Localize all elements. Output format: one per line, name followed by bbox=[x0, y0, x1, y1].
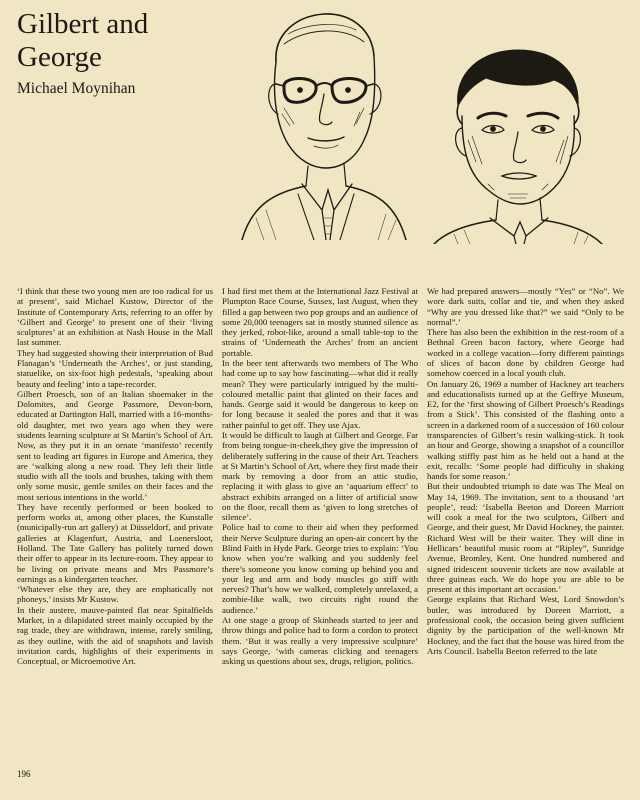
page-number: 196 bbox=[17, 769, 31, 779]
paragraph: Police had to come to their aid when they performed their Nerve Sculpture during an open-air concert by the Blind Faith in Hyde Park. George tries to explain: ‘You know when you’re walking and you suddenly feel there’s someone you know coming up behind you and your leg and arm and body muscles go stiff with nerves? That’s how we walked, completely unrelaxed, a zombie-like walk, two circuits right round the audience.’ bbox=[222, 522, 418, 615]
paragraph: There has also been the exhibition in the rest-room of a Bethnal Green bacon factory, where George had worked in a college vacation—forty different paintings of slices of bacon done by children George had somehow coerced in a local youth club. bbox=[427, 327, 624, 379]
paragraph: On January 26, 1969 a number of Hackney art teachers and educationalists turned up at the Geffrye Museum, E2, for the ‘first showing of Gilbert Proesch’s Readings from a Stick’. This consisted of the flashing onto a screen in a darkened room of a succession of 160 colour transparencies of Gilbert’s resin walking-stick. It took an hour and George, showing a snapshot of a councillor walking stiffly past him as he held out a hand at the exit, recalls: ‘Some people had difficulty in shaking hands for some reason.’ bbox=[427, 378, 624, 482]
article-column-2 bbox=[222, 286, 418, 786]
article-author: Michael Moynihan bbox=[17, 80, 136, 97]
paragraph: Gilbert Proesch, son of an Italian shoemaker in the Dolomites, and George Passmore, Devon-born, educated at Dartington Hall, married with a 16-months-old daughter, met two years ago when they were students learning sculpture at St Martin’s School of Art. Now, as they put it in an ornate ‘manifesto’ recently sent to leading art figures in Europe and America, they are ‘walking along a new road. They left their little studio with all the tools and brushes, taking with them only some music, gentle smiles on their faces and the most serious intentions in the world.’ bbox=[17, 388, 213, 502]
paragraph: In their austere, mauve-painted flat near Spitalfields Market, in a dilapidated street mainly occupied by the rag trade, they are withdrawn, intense, rarely smiling, as they outline, with the aid of snapshots and lavish invitation cards, highlights of their experiments in Conceptual, or Microemotive Art. bbox=[17, 604, 213, 667]
portrait-illustration-glasses bbox=[236, 4, 410, 240]
paragraph: We had prepared answers—mostly “Yes” or “No”. We wore dark suits, collar and tie, and when they asked “Why are you dressed like that?” we said “Only to be normal”.’ bbox=[427, 286, 624, 327]
paragraph: ‘Whatever else they are, they are emphatically not phoneys,’ insists Mr Kustow. bbox=[17, 584, 213, 605]
paragraph: They had suggested showing their interpretation of Bud Flanagan’s ‘Underneath the Arches’, or just standing, statuelike, on six-foot high pedestals, ‘speaking about beauty and feeling’ into a tape-recorder. bbox=[17, 347, 213, 389]
article-column-1 bbox=[17, 286, 213, 786]
paragraph: At one stage a group of Skinheads started to jeer and throw things and police had to form a cordon to protect them. ‘But it was really a very impressive sculpture’ says George, ‘with cameras clicking and teenagers asking us questions about sex, drugs, religion, politics. bbox=[222, 615, 418, 667]
paragraph: But their undoubted triumph to date was The Meal on May 14, 1969. The invitation, sent to a thousand ‘art people’, read: ‘Isabella Beeton and Doreen Marriott will cook a meal for the two sculptors, Gilbert and George, and their guest, Mr David Hockney, the painter. Richard West will be their waiter. They will dine in Hellicars’ beautiful music room at “Ripley”, Sunridge Avenue, Bromley, Kent. One hundred numbered and signed iridescent souvenir tickets are now available at three guineas each. We do hope you are able to be present at this important art occasion.’ bbox=[427, 481, 624, 595]
paragraph: In the beer tent afterwards two members of The Who had come up to say how fascinating—what did it really mean? They were particularly intrigued by the multi-coloured metallic paint that glinted on their faces and hands. George said it would be dangerous to keep on for long because it sealed the pores and that it was rather painful to get off. They use Ajax. bbox=[222, 357, 418, 430]
paragraph: George explains that Richard West, Lord Snowdon’s butler, was introduced by Doreen Marriott, a professional cook, the occasion being given sufficient dignity by the participation of the well-known Mr Hockney, and the fact that the house was hired from the Arts Council. Isabella Beeton referred to the late bbox=[427, 594, 624, 656]
portrait-illustration-dark-hair bbox=[428, 44, 608, 244]
paragraph: ‘I think that these two young men are too radical for us at present’, said Michael Kustow, Director of the Institute of Contemporary Arts, referring to an offer by ‘Gilbert and George’ to present one of their ‘living sculptures’ at an exhibition at Nash House in the Mall last summer. bbox=[17, 286, 213, 348]
article-title: Gilbert and George bbox=[17, 8, 149, 73]
article-column-3 bbox=[427, 286, 624, 786]
paragraph: It would be difficult to laugh at Gilbert and George. Far from being tongue-in-cheek,they give the impression of deliberately suffering in the cause of their Art. Teachers at St Martin’s School of Art, where they first made their mark by removing a door from an attic studio, replacing it with glass to give an ‘aquarium effect’ to abstract exhibits arranged on a litter of artificial snow on the floor, recall them as ‘given to long stretches of silence’. bbox=[222, 429, 418, 523]
paragraph: They have recently performed or been booked to perform works at, among other places, the Kunstalle (municipally-run art gallery) at Düsseldorf, and private galleries at Klagenfurt, Austria, and Loenersloot, Holland. The Tate Gallery has politely turned down their offer to appear in its lecture-room. They appear to be living on private means and Mrs Passmore’s earnings as a kindergarten teacher. bbox=[17, 501, 213, 584]
paragraph: I had first met them at the International Jazz Festival at Plumpton Race Course, Sussex, last August, when they filled a gap between two pop groups and an audience of some 20,000 teenagers sat in mostly stunned silence as they jerked, robot-like, around a small table-top to the strains of ‘Underneath the Arches’ from an ancient portable. bbox=[222, 286, 418, 358]
